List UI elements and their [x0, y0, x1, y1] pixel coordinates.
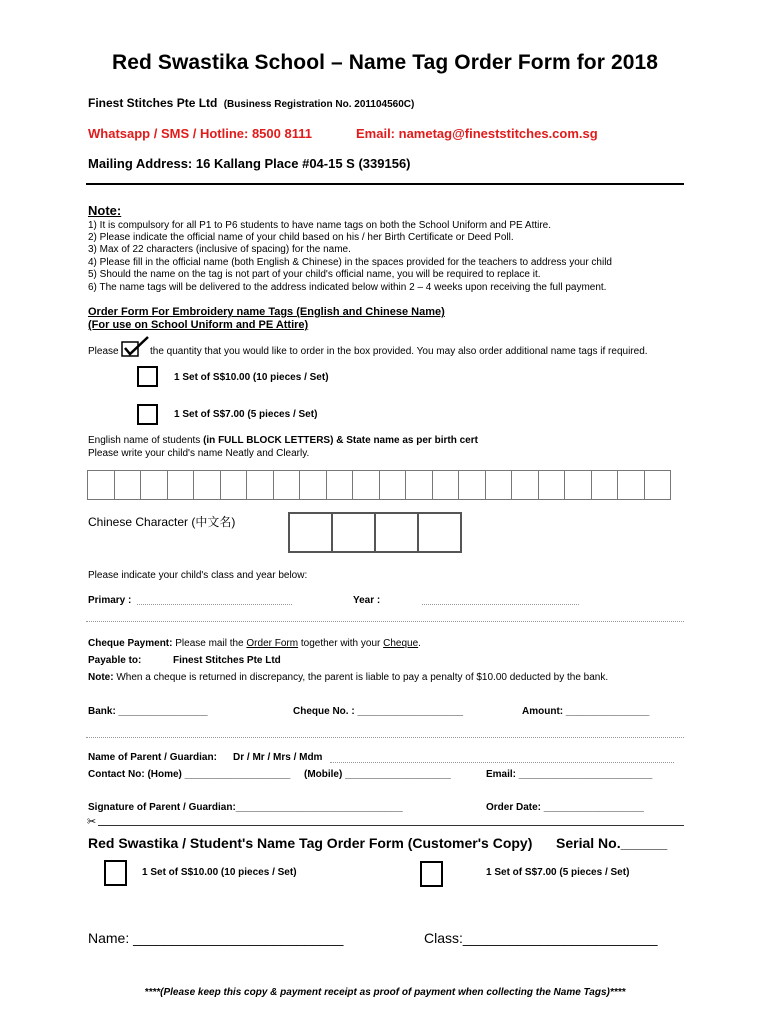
copy-option-10-pieces-label: 1 Set of S$10.00 (10 pieces / Set)	[142, 867, 297, 878]
chinese-name-label: Chinese Character (中文名)	[88, 515, 236, 529]
year-input[interactable]	[422, 604, 579, 605]
order-form-text: Order Form	[246, 638, 299, 649]
email-contact: Email: nametag@fineststitches.com.sg	[356, 126, 598, 141]
cheque-text: Please mail the	[172, 638, 247, 649]
parent-name-label: Name of Parent / Guardian:	[88, 752, 217, 763]
cheque-text: together with your	[298, 638, 384, 649]
bank-field[interactable]: Bank: ________________	[88, 706, 208, 717]
english-name-label-bold: (in FULL BLOCK LETTERS) & State name as per birth cert	[203, 435, 478, 446]
cheque-note-label: Note:	[88, 672, 114, 683]
copy-class-field[interactable]: Class:_________________________	[424, 930, 658, 946]
hotline: Whatsapp / SMS / Hotline: 8500 8111	[88, 126, 312, 141]
cheque-payment-line	[88, 638, 421, 649]
cheque-text: .	[418, 638, 421, 649]
cut-line	[98, 825, 684, 826]
parent-email-field[interactable]: Email: ________________________	[486, 769, 653, 780]
scissors-icon: ✂	[87, 816, 97, 828]
page-title: Red Swastika School – Name Tag Order Form for 2018	[111, 51, 659, 74]
note-item: 1) It is compulsory for all P1 to P6 students to have name tags on both the School Uniform and PE Attire.	[88, 220, 552, 231]
cheque-note-text: When a cheque is returned in discrepancy, the parent is liable to pay a penalty of $10.00 deducted by the bank.	[113, 672, 609, 683]
please-label: Please	[88, 346, 119, 357]
customer-copy-title: Red Swastika / Student's Name Tag Order Form (Customer's Copy)	[88, 835, 533, 851]
mailing-address: Mailing Address: 16 Kallang Place #04-15 S (339156)	[88, 156, 411, 171]
customer-copy-footer: ****(Please keep this copy & payment receipt as proof of payment when collecting the Name Tags)****	[144, 987, 626, 998]
note-item: 6) The name tags will be delivered to the address indicated below within 2 – 4 weeks upon receiving the full payment.	[88, 282, 607, 293]
order-instruction: the quantity that you would like to order in the box provided. You may also order additional name tags if required.	[150, 346, 648, 357]
section-divider	[86, 737, 684, 738]
note-item: 5) Should the name on the tag is not part of your child's official name, you will be required to replace it.	[88, 269, 541, 280]
copy-name-field[interactable]: Name: ___________________________	[88, 930, 344, 946]
note-item: 2) Please indicate the official name of your child based on his / her Birth Certificate or Deed Poll.	[88, 232, 514, 243]
year-label: Year :	[353, 595, 381, 606]
primary-label: Primary :	[88, 595, 132, 606]
cheque-note	[88, 672, 608, 683]
option-10-pieces-label: 1 Set of S$10.00 (10 pieces / Set)	[174, 372, 329, 383]
copy-option-10-pieces-checkbox[interactable]	[104, 860, 127, 886]
parent-title-options[interactable]: Dr / Mr / Mrs / Mdm	[233, 752, 323, 763]
cheque-no-field[interactable]: Cheque No. : ___________________	[293, 706, 464, 717]
option-5-pieces-label: 1 Set of S$7.00 (5 pieces / Set)	[174, 409, 318, 420]
parent-name-input[interactable]	[330, 762, 674, 763]
copy-option-5-pieces-label: 1 Set of S$7.00 (5 pieces / Set)	[486, 867, 630, 878]
note-item: 3) Max of 22 characters (inclusive of spacing) for the name.	[88, 244, 351, 255]
checkmark-box-icon	[121, 336, 151, 358]
header-divider	[86, 183, 684, 185]
order-subheading: (For use on School Uniform and PE Attire)	[88, 319, 309, 331]
class-hint: Please indicate your child's class and year below:	[88, 570, 308, 581]
english-name-label	[88, 435, 478, 446]
chinese-name-grid[interactable]	[288, 512, 462, 553]
cheque-word-text: Cheque	[383, 638, 419, 649]
company-name: Finest Stitches Pte Ltd	[88, 96, 218, 110]
order-heading: Order Form For Embroidery name Tags (English and Chinese Name)	[88, 306, 445, 318]
option-5-pieces-checkbox[interactable]	[137, 404, 158, 425]
english-name-grid[interactable]	[87, 470, 671, 500]
section-divider	[86, 621, 684, 622]
mobile-contact-field[interactable]: (Mobile) ___________________	[304, 769, 451, 780]
primary-input[interactable]	[137, 604, 292, 605]
option-10-pieces-checkbox[interactable]	[137, 366, 158, 387]
note-heading: Note:	[88, 203, 122, 218]
serial-number: Serial No.______	[556, 835, 668, 851]
cheque-payment-label: Cheque Payment:	[88, 638, 173, 649]
home-contact-field[interactable]: Contact No: (Home) ___________________	[88, 769, 291, 780]
signature-field[interactable]: Signature of Parent / Guardian:______________________________	[88, 802, 403, 813]
english-name-hint: Please write your child's name Neatly and Clearly.	[88, 448, 310, 459]
company-line	[88, 96, 414, 110]
amount-field[interactable]: Amount: _______________	[522, 706, 650, 717]
order-date-field[interactable]: Order Date: __________________	[486, 802, 644, 813]
payable-label: Payable to:	[88, 655, 142, 666]
english-name-label-text: English name of students	[88, 435, 204, 446]
company-reg: (Business Registration No. 201104560C)	[223, 99, 415, 110]
note-item: 4) Please fill in the official name (both English & Chinese) in the spaces provided for the teachers to address your child	[88, 257, 612, 268]
payable-value: Finest Stitches Pte Ltd	[173, 655, 281, 666]
copy-option-5-pieces-checkbox[interactable]	[420, 861, 443, 887]
